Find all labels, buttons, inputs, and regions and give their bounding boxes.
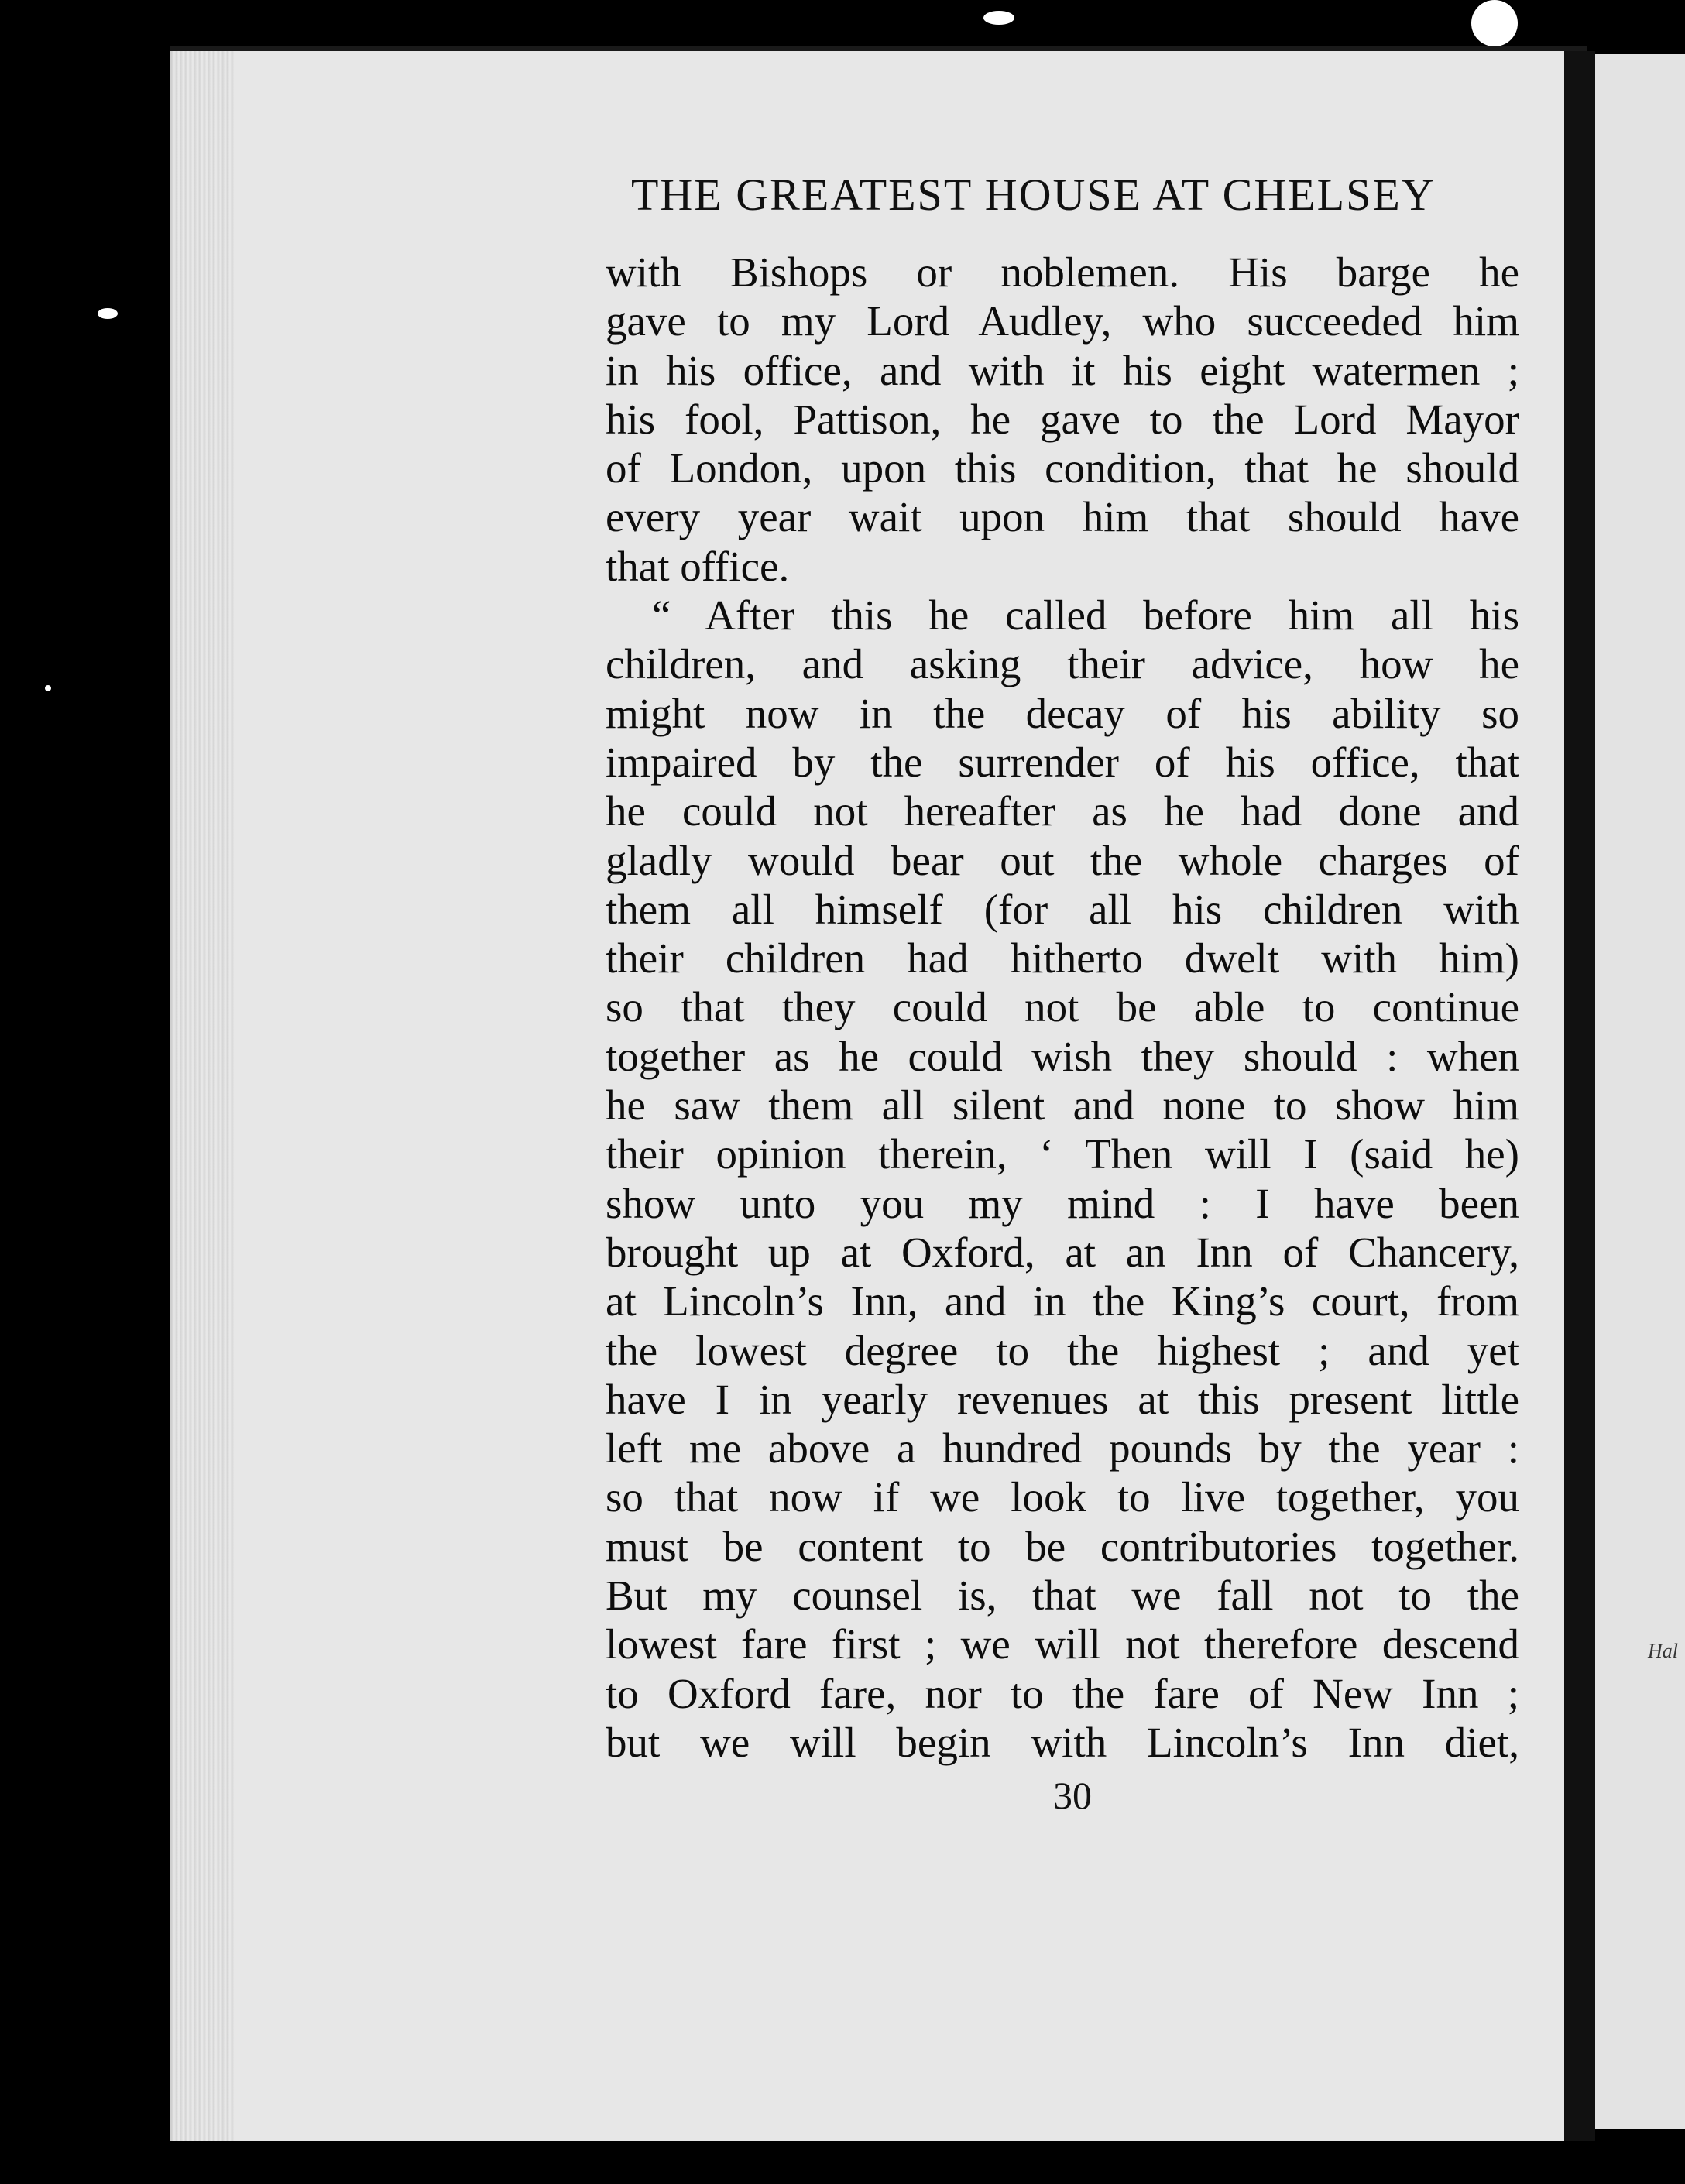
adjacent-page [1595,54,1685,2129]
text-line: children, and asking their advice, how he [606,640,1519,688]
text-line: every year wait upon him that should have [606,493,1519,541]
text-line: might now in the decay of his ability so [606,689,1519,737]
text-line: But my counsel is, that we fall not to the [606,1572,1519,1620]
text-line: in his office, and with it his eight watermen ; [606,346,1519,394]
text-line: together as he could wish they should : when [606,1032,1519,1080]
text-line: left me above a hundred pounds by the year : [606,1425,1519,1473]
page-number: 30 [1053,1774,1092,1817]
scan-speck [983,11,1014,25]
adjacent-page-fragment: Hal [1648,1640,1678,1662]
text-line: their children had hitherto dwelt with him) [606,934,1519,982]
running-header: THE GREATEST HOUSE AT CHELSEY [631,170,1436,220]
text-line: gave to my Lord Audley, who succeeded him [606,297,1519,345]
text-line: must be content to be contributories together. [606,1522,1519,1570]
page-edges [172,51,234,2141]
scan-speck [98,308,118,319]
body-text [606,248,1519,1767]
scan-speck [1471,0,1518,46]
text-line: “ After this he called before him all his [652,591,1519,639]
text-line: so that now if we look to live together, you [606,1473,1519,1521]
text-line: of London, upon this condition, that he should [606,444,1519,492]
text-line: with Bishops or noblemen. His barge he [606,249,1519,296]
text-line: lowest fare first ; we will not therefore descend [606,1620,1519,1668]
text-line: at Lincoln’s Inn, and in the King’s court, from [606,1277,1519,1325]
text-line: but we will begin with Lincoln’s Inn diet, [606,1718,1519,1766]
text-line: that office. [606,542,790,590]
text-line: them all himself (for all his children with [606,885,1519,933]
text-line: their opinion therein, ‘ Then will I (said he) [606,1130,1519,1178]
text-line: his fool, Pattison, he gave to the Lord Mayor [606,395,1519,443]
text-line: show unto you my mind : I have been [606,1179,1519,1227]
text-line: impaired by the surrender of his office, that [606,738,1519,786]
scan-speck [45,685,51,691]
text-line: have I in yearly revenues at this present little [606,1375,1519,1423]
text-line: he saw them all silent and none to show him [606,1082,1519,1130]
text-line: so that they could not be able to continue [606,983,1519,1031]
text-line: brought up at Oxford, at an Inn of Chancery, [606,1228,1519,1276]
text-line: he could not hereafter as he had done and [606,787,1519,835]
text-line: to Oxford fare, nor to the fare of New Inn ; [606,1669,1519,1717]
book-gutter [1564,51,1595,2141]
text-line: the lowest degree to the highest ; and yet [606,1326,1519,1374]
text-line: gladly would bear out the whole charges of [606,836,1519,884]
